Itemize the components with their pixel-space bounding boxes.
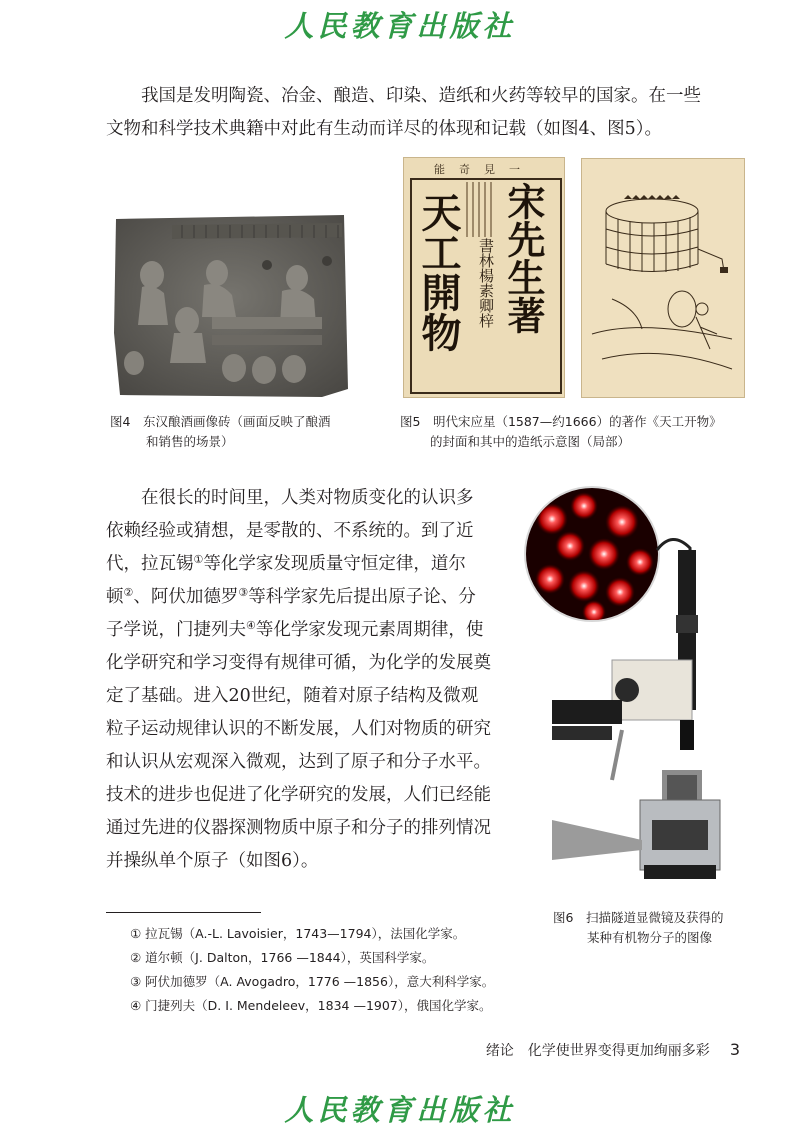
body-line: 和认识从宏观深入微观，达到了原子和分子水平。: [106, 752, 491, 772]
running-footer: [486, 1040, 740, 1060]
body-line: [106, 548, 516, 581]
body-line: 粒子运动规律认识的不断发展，人们对物质的研究: [106, 719, 491, 739]
body-text: 、阿伏加德罗: [133, 587, 239, 607]
tiangong-kaiwu-cover-image: [403, 157, 565, 398]
footnote-3: ③ 阿伏加德罗（A. Avogadro，1776 —1856），意大利科学家。: [130, 974, 495, 989]
body-line: 在很长的时间里，人类对物质变化的认识多: [141, 488, 474, 508]
intro-paragraph: [106, 80, 726, 146]
footnote-divider: [106, 912, 261, 913]
caption-line: 图4 东汉酿酒画像砖（画面反映了酿酒: [110, 414, 331, 429]
figure-6-caption: [553, 908, 723, 948]
chapter-title: 绪论 化学使世界变得更加绚丽多彩: [485, 1043, 710, 1059]
footnote-ref-3[interactable]: ③: [238, 586, 249, 599]
footnote-ref-2[interactable]: ②: [123, 586, 134, 599]
publisher-logo-top: 人民教育出版社: [284, 9, 516, 43]
body-line: 并操纵单个原子（如图6）。: [106, 851, 319, 871]
body-line: 定了基础。进入20世纪，随着对原子结构及微观: [106, 686, 479, 706]
body-text: 等化学家发现质量守恒定律，道尔: [203, 554, 466, 574]
body-line: 化学研究和学习变得有规律可循，为化学的发展奠: [106, 653, 491, 673]
body-text: 代，拉瓦锡: [106, 554, 194, 574]
intro-line: 文物和科学技术典籍中对此有生动而详尽的体现和记载（如图4、图5）。: [106, 119, 663, 139]
body-line: [106, 581, 516, 614]
caption-line: 某种有机物分子的图像: [587, 930, 713, 945]
body-paragraph: [106, 482, 516, 878]
body-text: 等科学家先后提出原子论、分: [248, 587, 476, 607]
page-number: 3: [729, 1040, 740, 1059]
stm-instrument-image: [552, 520, 722, 885]
intro-line: 我国是发明陶瓷、冶金、酿造、印染、造纸和火药等较早的国家。在一些: [141, 86, 701, 106]
figure-5-caption: [400, 412, 722, 452]
caption-line: 图5 明代宋应星（1587—约1666）的著作《天工开物》: [400, 414, 722, 429]
body-line: 依赖经验或猜想，是零散的、不系统的。到了近: [106, 521, 474, 541]
cover-title-text: 天工開物: [415, 192, 462, 352]
body-text: 等化学家发现元素周期律，使: [255, 620, 484, 640]
cover-author-text: 宋先生著: [501, 182, 546, 334]
footnote-ref-4[interactable]: ④: [246, 619, 256, 632]
papermaking-illustration: [581, 158, 745, 398]
footnotes: [130, 922, 494, 1018]
publisher-logo-bottom: 人民教育出版社: [284, 1093, 516, 1127]
body-text: 顿: [106, 587, 124, 607]
footnote-1: ① 拉瓦锡（A.-L. Lavoisier，1743—1794），法国化学家。: [130, 926, 466, 941]
caption-line: 和销售的场景）: [146, 434, 234, 449]
cover-top-text: 能奇見一: [434, 163, 534, 176]
caption-line: 图6 扫描隧道显微镜及获得的: [553, 910, 724, 925]
body-line: 通过先进的仪器探测物质中原子和分子的排列情况: [106, 818, 491, 838]
footnote-4: ④ 门捷列夫（D. I. Mendeleev，1834 —1907），俄国化学家。: [130, 998, 492, 1013]
body-line: [106, 614, 516, 647]
figure-4-caption: [110, 412, 330, 452]
footnote-2: ② 道尔顿（J. Dalton，1766 —1844），英国科学家。: [130, 950, 435, 965]
body-line: 技术的进步也促进了化学研究的发展，人们已经能: [106, 785, 491, 805]
body-text: 子学说，门捷列夫: [106, 620, 246, 640]
footnote-ref-1[interactable]: ①: [193, 553, 204, 566]
cover-publisher-text: 書林楊素卿梓: [477, 238, 495, 328]
brick-relief-image: [112, 213, 349, 399]
caption-line: 的封面和其中的造纸示意图（局部）: [430, 434, 631, 449]
